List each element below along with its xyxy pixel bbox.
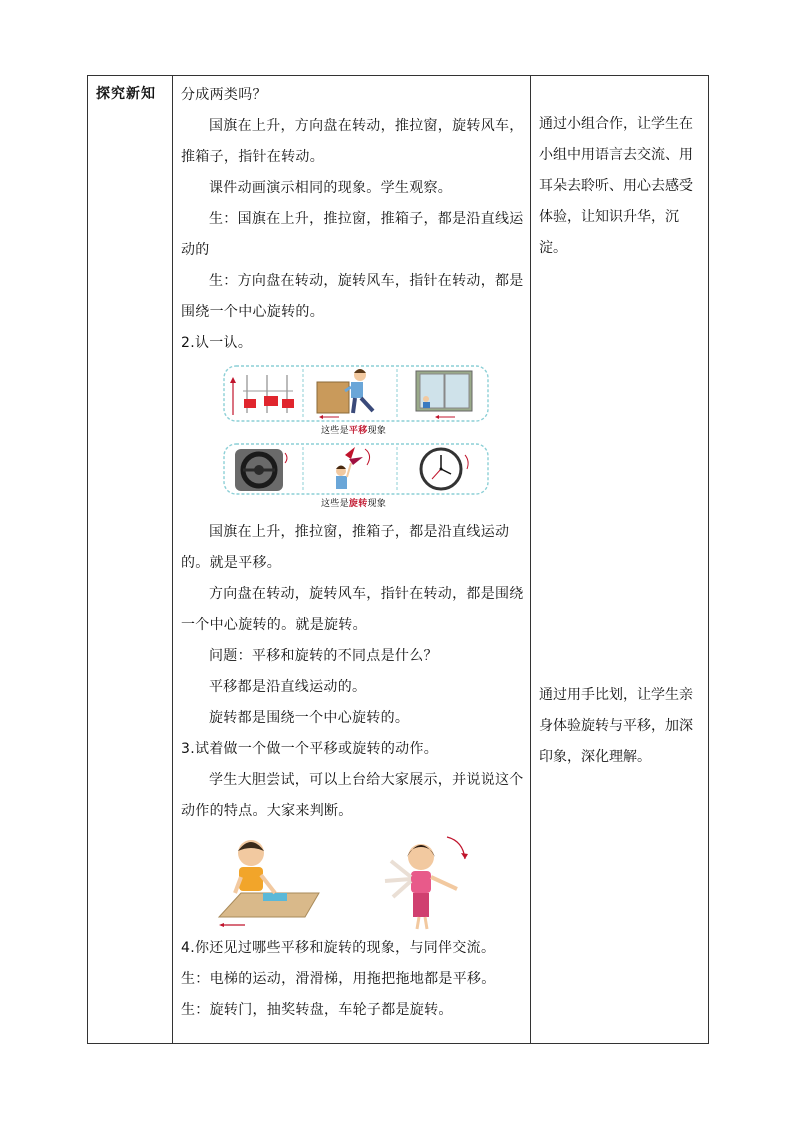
text-paragraph: 学生大胆尝试，可以上台给大家展示，并说说这个动作的特点。大家来判断。 xyxy=(181,772,524,819)
translation-caption: 这些是平移现象 xyxy=(321,426,387,436)
text-line: 生：旋转门，抽奖转盘，车轮子都是旋转。 xyxy=(181,1002,453,1018)
lesson-table xyxy=(87,75,709,1044)
girl-rotating-arms-icon xyxy=(385,837,468,929)
section-cell xyxy=(88,76,173,1044)
steering-wheel-icon xyxy=(235,449,287,491)
notes-body xyxy=(531,109,708,773)
text-paragraph: 国旗在上升，推拉窗，推箱子，都是沿直线运动的。就是平移。 xyxy=(181,524,510,571)
text-line: 生：电梯的运动，滑滑梯，用拖把拖地都是平移。 xyxy=(181,971,496,987)
content-cell xyxy=(173,76,531,1044)
text-line: 2.认一认。 xyxy=(181,335,253,351)
children-demo-figure xyxy=(211,831,511,931)
design-note: 通过用手比划，让学生亲身体验旋转与平移，加深印象，深化理解。 xyxy=(539,687,693,765)
text-paragraph: 旋转都是围绕一个中心旋转的。 xyxy=(209,710,410,726)
text-paragraph: 平移都是沿直线运动的。 xyxy=(209,679,367,695)
content-body xyxy=(173,76,530,1026)
rotation-caption: 这些是旋转现象 xyxy=(321,499,387,509)
boy-sliding-book-icon xyxy=(219,840,319,927)
text-line: 分成两类吗？ xyxy=(181,87,267,103)
translation-rotation-figure xyxy=(223,365,491,511)
text-paragraph: 生：方向盘在转动，旋转风车，指针在转动，都是围绕一个中心旋转的。 xyxy=(181,273,524,320)
notes-cell xyxy=(531,76,709,1044)
design-note: 通过小组合作，让学生在小组中用语言去交流、用耳朵去聆听、用心去感受体验，让知识升华，沉淀。 xyxy=(539,116,693,256)
text-paragraph: 国旗在上升，方向盘在转动，推拉窗，旋转风车，推箱子，指针在转动。 xyxy=(181,118,524,165)
text-paragraph: 生：国旗在上升，推拉窗，推箱子，都是沿直线运动的 xyxy=(181,211,524,258)
text-paragraph: 问题：平移和旋转的不同点是什么？ xyxy=(209,648,438,664)
text-paragraph: 方向盘在转动，旋转风车，指针在转动，都是围绕一个中心旋转的。就是旋转。 xyxy=(181,586,524,633)
text-paragraph: 课件动画演示相同的现象。学生观察。 xyxy=(209,180,453,196)
section-label: 探究新知 xyxy=(96,86,156,102)
text-line: 3.试着做一个做一个平移或旋转的动作。 xyxy=(181,741,439,757)
text-line: 4.你还见过哪些平移和旋转的现象，与同伴交流。 xyxy=(181,940,496,956)
